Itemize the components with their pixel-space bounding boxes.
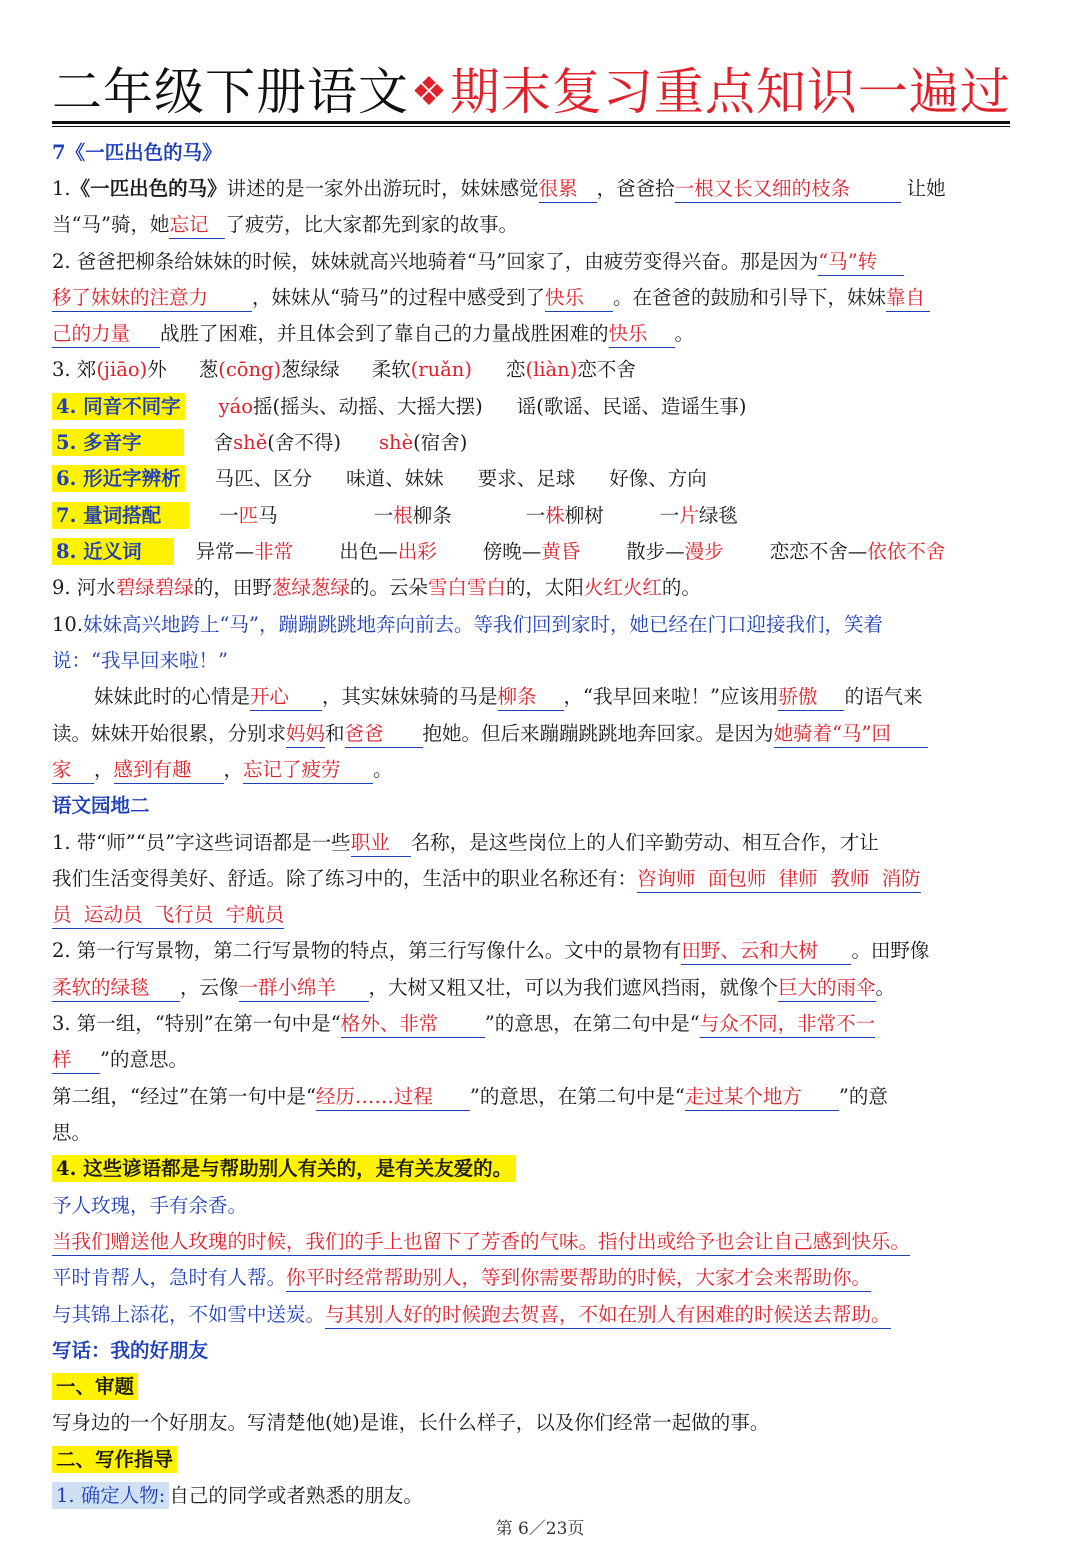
answer: 柔软的绿毯: [52, 974, 180, 1002]
text-line: 2. 爸爸把柳条给妹妹的时候，妹妹就高兴地骑着“马”回家了，由疲劳变得兴奋。那是因为“马”转: [52, 244, 1022, 280]
text-line: 样 ”的意思。: [52, 1042, 1022, 1078]
text-line: 5. 多音字 舍shě(舍不得) shè(宿舍): [52, 425, 1022, 461]
text-line: 1.《一匹出色的马》讲述的是一家外出游玩时，妹妹感觉很累 ，爸爸拾一根又长又细的枝条 让她: [52, 171, 1022, 207]
section-heading-garden2: 语文园地二: [52, 794, 150, 817]
answer: 格外、非常: [341, 1010, 485, 1038]
text-line: 说：“我早回来啦！”: [52, 649, 228, 672]
answer: 靠自: [886, 284, 930, 312]
answer: 与众不同，非常不一: [700, 1010, 876, 1038]
answer: 忘记: [169, 211, 225, 239]
text-line: 8. 近义词 异常—非常 出色—出彩 傍晚—黄昏 散步—漫步 恋恋不舍—依依不舍: [52, 534, 1022, 570]
highlight-label: 二、写作指导: [52, 1446, 177, 1473]
highlight-label: 4. 这些谚语都是与帮助别人有关的，是有关友爱的。: [52, 1155, 516, 1182]
text-line: 思。: [52, 1121, 92, 1144]
page-number: 第 6／23页: [495, 1519, 585, 1539]
answer: 员 运动员 飞行员 宇航员: [52, 901, 284, 929]
answer: 一群小绵羊: [239, 974, 369, 1002]
text-line: 7. 量词搭配 一匹马 一根柳条 一株柳树 一片绿毯: [52, 498, 1022, 534]
section-heading-lesson7: 7《一匹出色的马》: [52, 141, 222, 164]
answer: 己的力量: [52, 320, 160, 348]
text-line: 妹妹此时的心情是开心 ，其实妹妹骑的马是柳条 ，“我早回来啦！”应该用骄傲 的语气来: [94, 679, 1064, 715]
text-line: 己的力量 战胜了困难，并且体会到了靠自己的力量战胜困难的快乐 。: [52, 316, 1022, 352]
answer: 妈妈: [286, 720, 325, 748]
section-heading-writing: 写话：我的好朋友: [52, 1339, 209, 1362]
highlight-label: 一、审题: [52, 1373, 138, 1400]
text-line: 4. 同音不同字 yáo摇(摇头、动摇、大摇大摆) 谣(歌谣、民谣、造谣生事): [52, 389, 1022, 425]
text-line: [52, 897, 1022, 933]
highlight-label: 4. 同音不同字: [52, 393, 185, 420]
title-black: 二年级下册语文: [52, 63, 409, 121]
text-line: 1. 带“师”“员”字这些词语都是一些职业 名称，是这些岗位上的人们辛勤劳动、相互合作，才让: [52, 825, 1022, 861]
text-line: 家 ，感到有趣 ，忘记了疲劳 。: [52, 752, 1022, 788]
answer: 样: [52, 1046, 100, 1074]
title-rule-thick: [52, 121, 1010, 124]
answer: 开心: [250, 683, 322, 711]
answer: 忘记了疲劳: [243, 756, 373, 784]
text-line: 我们生活变得美好、舒适。除了练习中的，生活中的职业名称还有：咨询师 面包师 律师 教师 消防: [52, 861, 1022, 897]
proverb-line: 平时肯帮人，急时有人帮。你平时经常帮助别人，等到你需要帮助的时候，大家才会来帮助你。: [52, 1260, 1022, 1296]
proverb-line: 与其锦上添花，不如雪中送炭。与其别人好的时候跑去贺喜，不如在别人有困难的时候送去帮助。: [52, 1297, 1022, 1333]
text-line: 6. 形近字辨析 马匹、区分 味道、妹妹 要求、足球 好像、方向: [52, 461, 1022, 497]
answer: 巨大的雨伞: [778, 974, 876, 1002]
highlight-label: 8. 近义词: [52, 538, 174, 565]
text-line: 3. 第一组，“特别”在第一句中是“格外、非常 ”的意思，在第二句中是“与众不同，非常不一: [52, 1006, 1022, 1042]
answer: 快乐: [545, 284, 613, 312]
highlight-label: 6. 形近字辨析: [52, 465, 185, 492]
answer: 一根又长又细的枝条: [675, 175, 901, 203]
answer: 快乐: [609, 320, 675, 348]
text-line: [52, 1151, 1022, 1187]
highlight-label: 1. 确定人物:: [52, 1482, 169, 1509]
text-line: [52, 1442, 1022, 1478]
answer: 感到有趣: [114, 756, 224, 784]
answer: 她骑着“马”回: [774, 720, 928, 748]
answer: 家: [52, 756, 94, 784]
answer: 经历……过程: [316, 1083, 470, 1111]
highlight-label: 5. 多音字: [52, 429, 184, 456]
text-line: 9. 河水碧绿碧绿的，田野葱绿葱绿的。云朵雪白雪白的，太阳火红火红的。: [52, 576, 701, 599]
answer: 骄傲: [778, 683, 844, 711]
answer: “马”转: [818, 248, 904, 276]
highlight-label: 7. 量词搭配: [52, 502, 189, 529]
text-line: 当“马”骑，她忘记 了疲劳，比大家都先到家的故事。: [52, 207, 1022, 243]
proverb-explanation: 当我们赠送他人玫瑰的时候，我们的手上也留下了芳香的气味。指付出或给予也会让自己感到快乐。: [52, 1224, 1022, 1260]
answer: 咨询师 面包师 律师 教师 消防: [637, 865, 921, 893]
answer: 很累: [539, 175, 597, 203]
text-line: 1. 确定人物: 自己的同学或者熟悉的朋友。: [52, 1478, 1022, 1514]
answer: 移了妹妹的注意力: [52, 284, 252, 312]
answer: 田野、云和大树: [681, 937, 851, 965]
proverb-line: 予人玫瑰，手有余香。: [52, 1194, 248, 1217]
answer: 职业: [351, 829, 411, 857]
text-line: 写身边的一个好朋友。写清楚他(她)是谁，长什么样子，以及你们经常一起做的事。: [52, 1411, 770, 1434]
answer: 柳条: [498, 683, 564, 711]
answer: 走过某个地方: [685, 1083, 839, 1111]
text-line: [52, 1369, 1022, 1405]
title-rule-thin: [52, 126, 1010, 127]
ornament-icon: ❖: [411, 69, 448, 115]
title-red: 期末复习重点知识一遍过: [449, 63, 1011, 121]
text-line: 柔软的绿毯 ，云像一群小绵羊 ，大树又粗又壮，可以为我们遮风挡雨，就像个巨大的雨伞。: [52, 970, 1022, 1006]
text-line: 第二组，“经过”在第一句中是“经历……过程 ”的意思，在第二句中是“走过某个地方 ”的意: [52, 1079, 1022, 1115]
answer: 爸爸: [345, 720, 423, 748]
page-title: [52, 62, 1012, 122]
text-line: 10.妹妹高兴地跨上“马”，蹦蹦跳跳地奔向前去。等我们回到家时，她已经在门口迎接我们，笑着: [52, 613, 883, 636]
pinyin-line: 3. 郊(jiāo)外 葱(cōng)葱绿绿 柔软(ruǎn) 恋(liàn)恋不舍: [52, 358, 636, 381]
text-line: 读。妹妹开始很累，分别求妈妈和爸爸 抱她。但后来蹦蹦跳跳地奔回家。是因为她骑着“马”回: [52, 716, 1022, 752]
text-line: 移了妹妹的注意力 ，妹妹从“骑马”的过程中感受到了快乐 。在爸爸的鼓励和引导下，妹妹靠自: [52, 280, 1022, 316]
text-line: 2. 第一行写景物，第二行写景物的特点，第三行写像什么。文中的景物有田野、云和大树 。田野像: [52, 933, 1022, 969]
